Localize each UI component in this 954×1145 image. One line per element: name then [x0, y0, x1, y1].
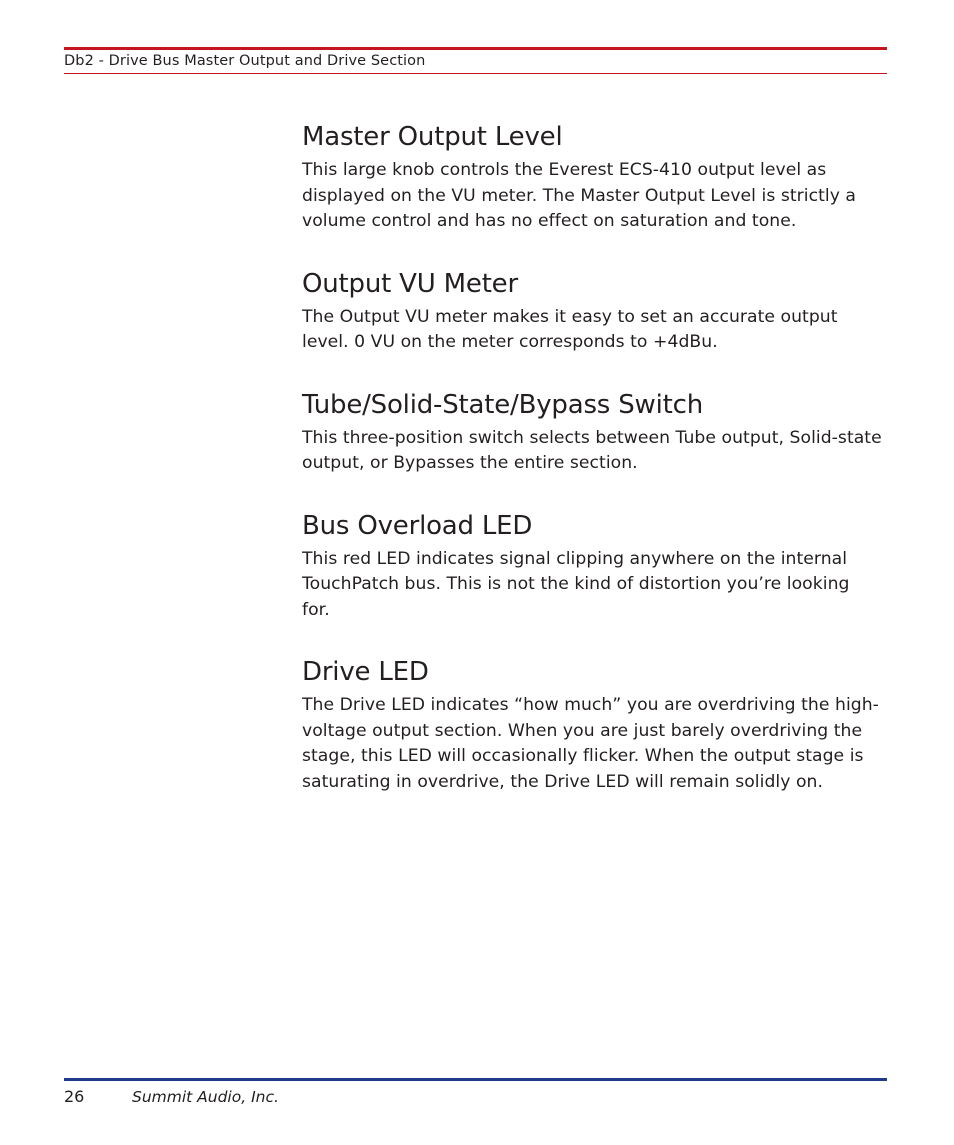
section-heading: Master Output Level [302, 122, 563, 152]
publisher-name: Summit Audio, Inc. [132, 1088, 279, 1106]
header-rule-thick [64, 47, 887, 50]
section-master-output-level [302, 120, 892, 235]
section-body [302, 158, 892, 235]
body-line: This large knob controls the Everest ECS-410 output level as [302, 160, 827, 180]
body-line: level. 0 VU on the meter corresponds to +4dBu. [302, 332, 718, 352]
body-line: stage, this LED will occasionally flicker. When the output stage is [302, 746, 864, 766]
section-tube-solid-state-bypass-switch [302, 388, 892, 477]
section-heading: Drive LED [302, 657, 429, 687]
body-line: voltage output section. When you are just barely overdriving the [302, 720, 863, 741]
header-rule-thin [64, 73, 887, 74]
section-drive-led [302, 655, 892, 795]
section-output-vu-meter [302, 267, 892, 356]
section-body [302, 305, 892, 356]
body-line: TouchPatch bus. This is not the kind of distortion you’re looking [302, 574, 850, 594]
body-line: saturating in overdrive, the Drive LED will remain solidly on. [302, 771, 823, 792]
body-line: output, or Bypasses the entire section. [302, 453, 638, 473]
body-line: for. [302, 599, 330, 620]
page-number: 26 [64, 1087, 85, 1106]
running-header: Db2 - Drive Bus Master Output and Drive Section [64, 53, 426, 69]
section-body [302, 547, 892, 624]
section-bus-overload-led [302, 509, 892, 624]
footer-rule [64, 1078, 887, 1081]
body-line: The Drive LED indicates “how much” you are overdriving the high- [302, 695, 879, 715]
body-line: This red LED indicates signal clipping anywhere on the internal [302, 548, 848, 569]
section-body [302, 693, 892, 795]
body-line: volume control and has no effect on saturation and tone. [302, 211, 797, 231]
section-body [302, 426, 892, 477]
body-line: The Output VU meter makes it easy to set an accurate output [302, 306, 838, 327]
body-line: This three-position switch selects between Tube output, Solid-state [302, 427, 882, 448]
footer [64, 1087, 279, 1107]
main-content [302, 120, 892, 827]
section-heading: Output VU Meter [302, 268, 518, 299]
section-heading: Tube/Solid-State/Bypass Switch [302, 389, 703, 420]
body-line: displayed on the VU meter. The Master Output Level is strictly a [302, 185, 857, 206]
section-heading: Bus Overload LED [302, 510, 533, 541]
